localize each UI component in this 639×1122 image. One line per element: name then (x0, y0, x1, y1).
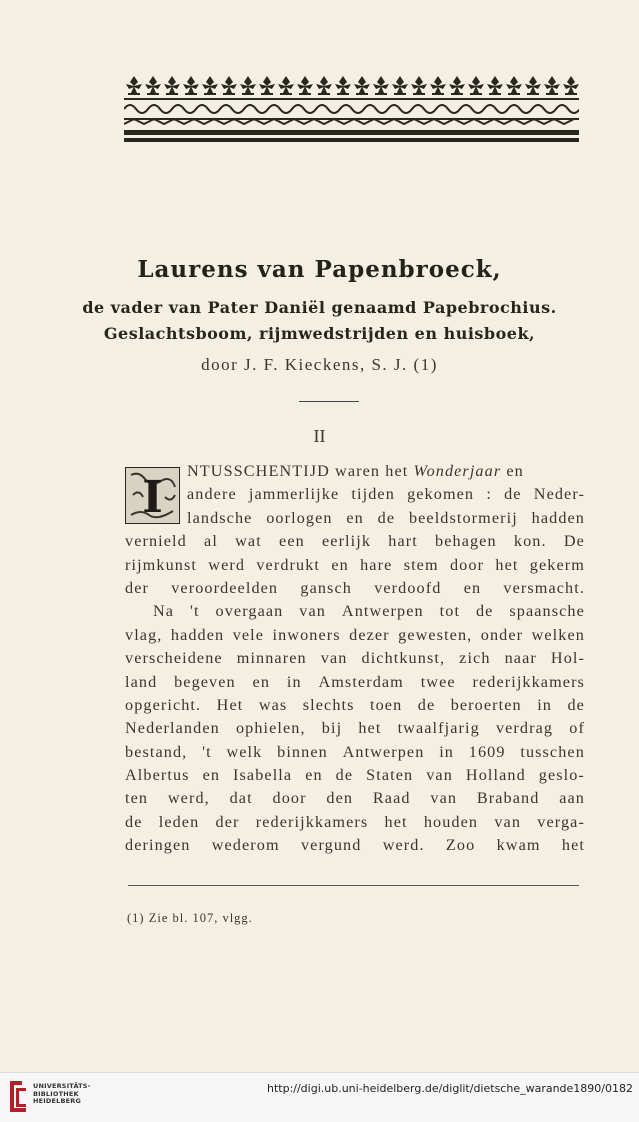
word: en (305, 766, 323, 785)
word: dezer (349, 625, 390, 644)
word: werd. (382, 836, 425, 855)
word: de (377, 508, 396, 527)
word: welken (531, 625, 585, 644)
word: hadden (170, 625, 225, 644)
word: het (384, 812, 408, 831)
word: oorlogen (266, 508, 333, 527)
word: Hol- (550, 649, 585, 668)
word: landsche (187, 508, 253, 527)
word: Albertus (125, 766, 190, 785)
word: een (279, 532, 305, 551)
word: Na (153, 602, 175, 621)
word: het (358, 719, 382, 738)
word: tusschen (520, 742, 585, 761)
word: 1609 (468, 742, 506, 761)
word: begeven (174, 672, 236, 691)
word: dat (229, 789, 253, 808)
word: werd, (167, 789, 210, 808)
text-line (125, 671, 585, 694)
word: Antwerpen (342, 742, 425, 761)
article-subtitle-line-2: Geslachtsboom, rijmwedstrijden en huisboek, (103, 324, 536, 343)
text-line (125, 717, 585, 740)
text-line (187, 460, 585, 483)
word: door (272, 789, 307, 808)
word: deringen (125, 836, 191, 855)
word: hadden (531, 508, 585, 527)
word: hart (388, 532, 418, 551)
author-byline: door J. F. Kieckens, S. J. (1) (201, 355, 438, 374)
word: 't (202, 742, 212, 761)
text-line-start: NTUSSCHENTIJD waren het (187, 462, 414, 480)
word: inwoners (272, 625, 341, 644)
word: der (125, 578, 149, 597)
library-name-line-3: HEIDELBERG (33, 1097, 82, 1105)
word: was (258, 695, 288, 714)
word: de (417, 695, 436, 714)
word: verdrukt (256, 555, 320, 574)
word: vergund (300, 836, 362, 855)
word: gekerm (529, 555, 585, 574)
word: spaansche (509, 602, 585, 621)
ornamental-header-band (124, 72, 579, 144)
word: Antwerpen (341, 602, 424, 621)
word: rederijkkamers (472, 672, 585, 691)
word: door (449, 555, 485, 574)
footnote-divider (128, 885, 579, 886)
title-divider (299, 401, 359, 402)
word: leden (158, 812, 200, 831)
emphasis-wonderjaar: Wonderjaar (413, 462, 502, 480)
word: Holland (465, 766, 526, 785)
section-number: II (313, 426, 326, 446)
word: welk (226, 742, 263, 761)
text-line (187, 483, 585, 506)
text-line (125, 787, 585, 810)
word: behagen (435, 532, 497, 551)
word: gansch (300, 578, 352, 597)
word: de (125, 812, 143, 831)
word: andere (187, 485, 237, 504)
text-line-end: en (501, 462, 524, 480)
body-text (125, 460, 585, 858)
text-line (125, 741, 585, 764)
word: in (439, 742, 454, 761)
word: twee (420, 672, 456, 691)
word: slechts (302, 695, 355, 714)
word: Nederlanden (125, 719, 220, 738)
word: bestand, (125, 742, 188, 761)
word: tijden (351, 485, 395, 504)
word: houden (423, 812, 479, 831)
word: veroordeelden (171, 578, 279, 597)
word: rederijkkamers (255, 812, 369, 831)
text-line (125, 530, 585, 553)
word: opgericht. (125, 695, 202, 714)
word: eerlijk (322, 532, 372, 551)
word: dichtkunst, (361, 649, 446, 668)
article-subtitle-line-1: de vader van Pater Daniël genaamd Papebrochius. (82, 298, 557, 317)
text-line (125, 600, 585, 623)
word: en (463, 578, 482, 597)
word: toen (370, 695, 403, 714)
library-logo-icon (7, 1079, 29, 1114)
word: van (299, 602, 326, 621)
word: werd (208, 555, 246, 574)
word: gewesten, (398, 625, 473, 644)
word: onder (480, 625, 524, 644)
permalink-url[interactable]: http://digi.ub.uni-heidelberg.de/diglit/dietsche_warande1890/0182 (266, 1082, 633, 1095)
word: verdoofd (374, 578, 442, 597)
library-name (33, 1083, 91, 1106)
word: De (563, 532, 585, 551)
word: Het (216, 695, 244, 714)
word: Zoo (445, 836, 476, 855)
word: tot (439, 602, 461, 621)
word: vlag, (125, 625, 163, 644)
word: bij (321, 719, 343, 738)
word: beeldstormerij (408, 508, 518, 527)
word: het (561, 836, 585, 855)
text-line (125, 764, 585, 787)
word: aan (559, 789, 585, 808)
word: twaalfjarig (397, 719, 480, 738)
word: Braband (476, 789, 540, 808)
dropcap-letter: I (142, 472, 163, 523)
word: Staten (366, 766, 414, 785)
word: verscheidene (125, 649, 223, 668)
word: beroerten (450, 695, 522, 714)
word: vele (232, 625, 265, 644)
word: naar (504, 649, 537, 668)
word: binnen (277, 742, 328, 761)
word: van (494, 812, 522, 831)
text-line (125, 624, 585, 647)
text-line (125, 647, 585, 670)
text-line (125, 834, 585, 857)
word: Raad (372, 789, 411, 808)
text-line (125, 811, 585, 834)
word: land (125, 672, 158, 691)
text-line (187, 507, 585, 530)
word: geslo- (538, 766, 585, 785)
word: in (537, 695, 552, 714)
word: de (567, 695, 585, 714)
word: kon. (513, 532, 547, 551)
word: Neder- (533, 485, 585, 504)
word: minnaren (236, 649, 307, 668)
word: hare (360, 555, 393, 574)
word: of (569, 719, 585, 738)
word: stem (403, 555, 439, 574)
word: jammerlijke (248, 485, 340, 504)
word: der (215, 812, 240, 831)
word: 't (190, 602, 200, 621)
word: den (326, 789, 354, 808)
word: versmacht. (503, 578, 585, 597)
word: het (495, 555, 519, 574)
word: in (286, 672, 302, 691)
word: en (331, 555, 349, 574)
viewer-footer-bar (0, 1072, 639, 1122)
word: gekomen (407, 485, 475, 504)
text-line (125, 694, 585, 717)
word: van (430, 789, 458, 808)
word: Isabella (233, 766, 293, 785)
word: vernield (125, 532, 187, 551)
word: de (475, 602, 494, 621)
word: rijmkunst (125, 555, 197, 574)
word: : (486, 485, 492, 504)
word: en (346, 508, 364, 527)
text-line (125, 554, 585, 577)
word: kwam (496, 836, 541, 855)
word: ophielen, (235, 719, 306, 738)
word: verga- (537, 812, 585, 831)
article-title: Laurens van Papenbroeck, (137, 256, 502, 283)
word: al (204, 532, 218, 551)
word: de (335, 766, 354, 785)
word: van (320, 649, 348, 668)
word: verdrag (495, 719, 554, 738)
word: van (426, 766, 453, 785)
library-name-line-2: BIBLIOTHEK (33, 1089, 79, 1098)
word: wat (235, 532, 262, 551)
word: de (504, 485, 522, 504)
text-line (125, 577, 585, 600)
word: zich (459, 649, 491, 668)
word: wederom (211, 836, 280, 855)
word: ten (125, 789, 149, 808)
footnote: (1) Zie bl. 107, vlgg. (127, 911, 253, 925)
word: en (202, 766, 221, 785)
word: overgaan (215, 602, 284, 621)
library-name-line-1: UNIVERSITÄTS- (33, 1082, 91, 1090)
word: Amsterdam (318, 672, 404, 691)
word: en (252, 672, 271, 691)
